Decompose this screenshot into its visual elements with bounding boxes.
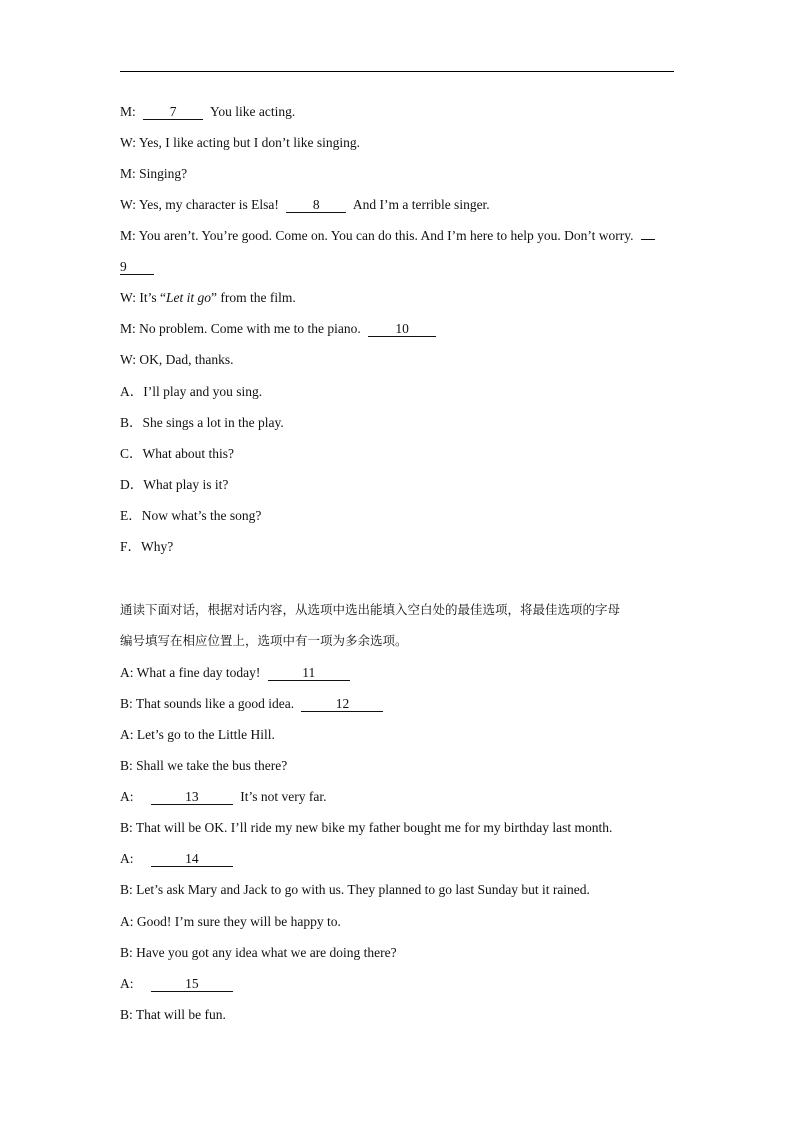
dialogue-line: A: 14 bbox=[120, 849, 680, 869]
answer-blank[interactable]: 10 bbox=[368, 321, 436, 337]
dialogue-line: B: Have you got any idea what we are doing there? bbox=[120, 945, 397, 960]
answer-blank-start bbox=[641, 239, 655, 240]
dialogue-line: M: You aren’t. You’re good. Come on. You can do this. And I’m here to help you. Don’t worry. bbox=[120, 226, 680, 246]
option-d: D．What play is it? bbox=[120, 477, 229, 492]
option-a: A．I’ll play and you sing. bbox=[120, 384, 263, 399]
dialogue-line bbox=[120, 257, 680, 277]
answer-blank[interactable]: 13 bbox=[151, 789, 233, 805]
dialogue-line: B: That will be OK. I’ll ride my new bike my father bought me for my birthday last month. bbox=[120, 820, 613, 835]
option-b: B．She sings a lot in the play. bbox=[120, 415, 284, 430]
instruction-text: 编号填写在相应位置上，选项中有一项为多余选项。 bbox=[120, 633, 408, 648]
dialogue-line: B: Let’s ask Mary and Jack to go with us. They planned to go last Sunday but it rained. bbox=[120, 882, 590, 897]
header-rule bbox=[120, 71, 674, 72]
answer-blank[interactable]: 12 bbox=[301, 696, 383, 712]
dialogue-line: W: Yes, I like acting but I don’t like singing. bbox=[120, 135, 360, 150]
dialogue-line: A: Good! I’m sure they will be happy to. bbox=[120, 914, 341, 929]
answer-blank[interactable]: 8 bbox=[286, 197, 346, 213]
dialogue-line: A: 13 It’s not very far. bbox=[120, 789, 327, 804]
answer-blank[interactable]: 7 bbox=[143, 104, 203, 120]
answer-blank[interactable]: 9 bbox=[120, 259, 154, 275]
option-e: E．Now what’s the song? bbox=[120, 508, 262, 523]
dialogue-line: M: Singing? bbox=[120, 166, 188, 181]
instruction-text: 通读下面对话，根据对话内容，从选项中选出能填入空白处的最佳选项，将最佳选项的字母 bbox=[120, 602, 621, 617]
song-title: Let it go bbox=[165, 290, 211, 305]
dialogue-line: B: That will be fun. bbox=[120, 1007, 226, 1022]
dialogue-line: A: 15 bbox=[120, 974, 680, 994]
dialogue-line: A: Let’s go to the Little Hill. bbox=[120, 727, 275, 742]
dialogue-line: A: What a fine day today! 11 bbox=[120, 663, 680, 683]
dialogue-line: M: No problem. Come with me to the piano. 10 bbox=[120, 319, 680, 339]
answer-blank[interactable]: 11 bbox=[268, 665, 350, 681]
option-c: C．What about this? bbox=[120, 446, 234, 461]
answer-blank[interactable]: 14 bbox=[151, 851, 233, 867]
dialogue-line: B: That sounds like a good idea. 12 bbox=[120, 694, 680, 714]
dialogue-line: W: It’s “Let it go” from the film. bbox=[120, 290, 296, 305]
dialogue-line: B: Shall we take the bus there? bbox=[120, 758, 288, 773]
option-f: F．Why? bbox=[120, 539, 174, 554]
answer-blank[interactable]: 15 bbox=[151, 976, 233, 992]
dialogue-line: W: Yes, my character is Elsa! 8 And I’m a terrible singer. bbox=[120, 197, 490, 212]
dialogue-line: W: OK, Dad, thanks. bbox=[120, 352, 234, 367]
dialogue-line: M: 7 You like acting. bbox=[120, 104, 296, 119]
